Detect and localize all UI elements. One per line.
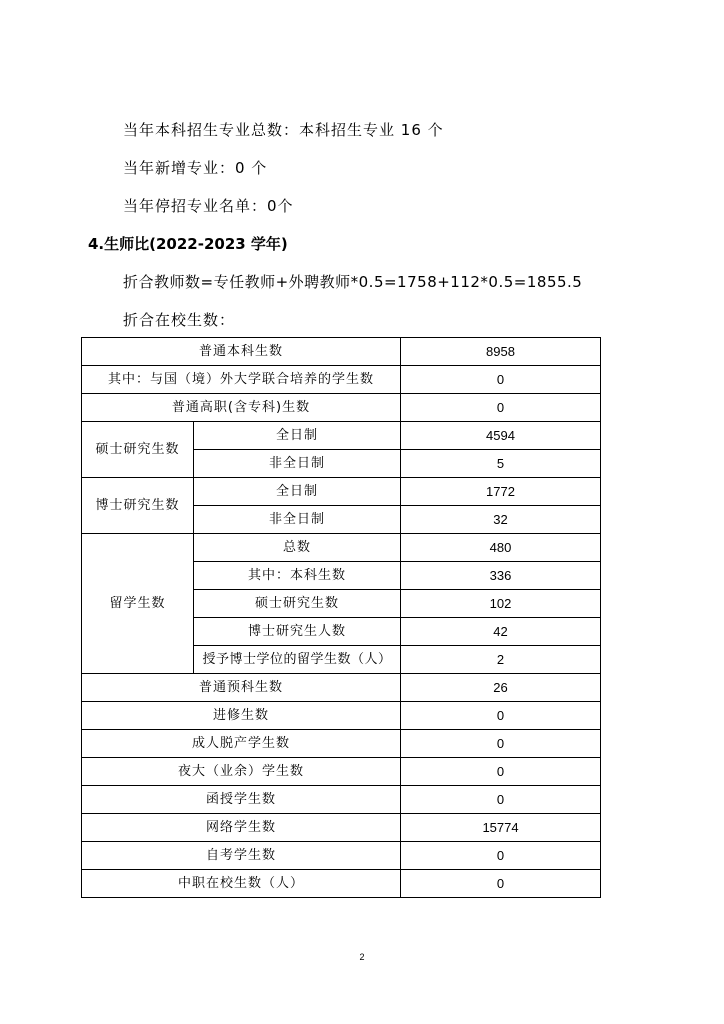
table-row <box>82 702 601 730</box>
row-value: 4594 <box>401 422 601 450</box>
row-label: 中职在校生数（人） <box>82 870 401 898</box>
intro-line-new-majors: 当年新增专业：0 个 <box>123 159 268 177</box>
row-label: 全日制 <box>194 422 401 450</box>
table-row <box>82 338 601 366</box>
row-value: 5 <box>401 450 601 478</box>
group-label-intl: 留学生数 <box>82 534 194 674</box>
students-label: 折合在校生数： <box>123 311 236 329</box>
table-row <box>82 674 601 702</box>
row-label: 非全日制 <box>194 506 401 534</box>
row-value: 0 <box>401 702 601 730</box>
row-value: 0 <box>401 758 601 786</box>
row-value: 32 <box>401 506 601 534</box>
student-count-table <box>81 337 601 898</box>
table-row <box>82 730 601 758</box>
table-row <box>82 842 601 870</box>
row-value: 1772 <box>401 478 601 506</box>
row-value: 480 <box>401 534 601 562</box>
group-label-master: 硕士研究生数 <box>82 422 194 478</box>
row-label: 夜大（业余）学生数 <box>82 758 401 786</box>
table-row <box>82 870 601 898</box>
page-number: 2 <box>359 952 365 962</box>
row-value: 0 <box>401 870 601 898</box>
row-label: 其中：本科生数 <box>194 562 401 590</box>
row-label: 成人脱产学生数 <box>82 730 401 758</box>
row-value: 0 <box>401 786 601 814</box>
row-label: 进修生数 <box>82 702 401 730</box>
table-row <box>82 758 601 786</box>
group-label-doctor: 博士研究生数 <box>82 478 194 534</box>
table-row <box>82 478 601 506</box>
table-row <box>82 786 601 814</box>
row-label: 其中：与国（境）外大学联合培养的学生数 <box>82 366 401 394</box>
row-value: 102 <box>401 590 601 618</box>
table-row <box>82 422 601 450</box>
row-label: 自考学生数 <box>82 842 401 870</box>
row-value: 0 <box>401 842 601 870</box>
row-label: 博士研究生人数 <box>194 618 401 646</box>
table-row <box>82 394 601 422</box>
table-row <box>82 366 601 394</box>
row-label: 全日制 <box>194 478 401 506</box>
row-label: 网络学生数 <box>82 814 401 842</box>
row-value: 0 <box>401 730 601 758</box>
row-value: 8958 <box>401 338 601 366</box>
row-label: 普通预科生数 <box>82 674 401 702</box>
row-label: 授予博士学位的留学生数（人） <box>194 646 401 674</box>
row-value: 0 <box>401 366 601 394</box>
row-value: 15774 <box>401 814 601 842</box>
row-value: 0 <box>401 394 601 422</box>
row-label: 普通高职(含专科)生数 <box>82 394 401 422</box>
row-value: 26 <box>401 674 601 702</box>
table-row <box>82 814 601 842</box>
section-heading: 4.生师比(2022-2023 学年) <box>88 235 288 253</box>
teacher-formula: 折合教师数=专任教师+外聘教师*0.5=1758+112*0.5=1855.5 <box>123 273 583 291</box>
row-label: 总数 <box>194 534 401 562</box>
intro-line-majors-total: 当年本科招生专业总数：本科招生专业 16 个 <box>123 121 444 139</box>
table-row <box>82 534 601 562</box>
row-value: 336 <box>401 562 601 590</box>
row-label: 普通本科生数 <box>82 338 401 366</box>
row-value: 42 <box>401 618 601 646</box>
intro-line-stopped-majors: 当年停招专业名单：0个 <box>123 197 294 215</box>
row-value: 2 <box>401 646 601 674</box>
row-label: 非全日制 <box>194 450 401 478</box>
row-label: 函授学生数 <box>82 786 401 814</box>
row-label: 硕士研究生数 <box>194 590 401 618</box>
